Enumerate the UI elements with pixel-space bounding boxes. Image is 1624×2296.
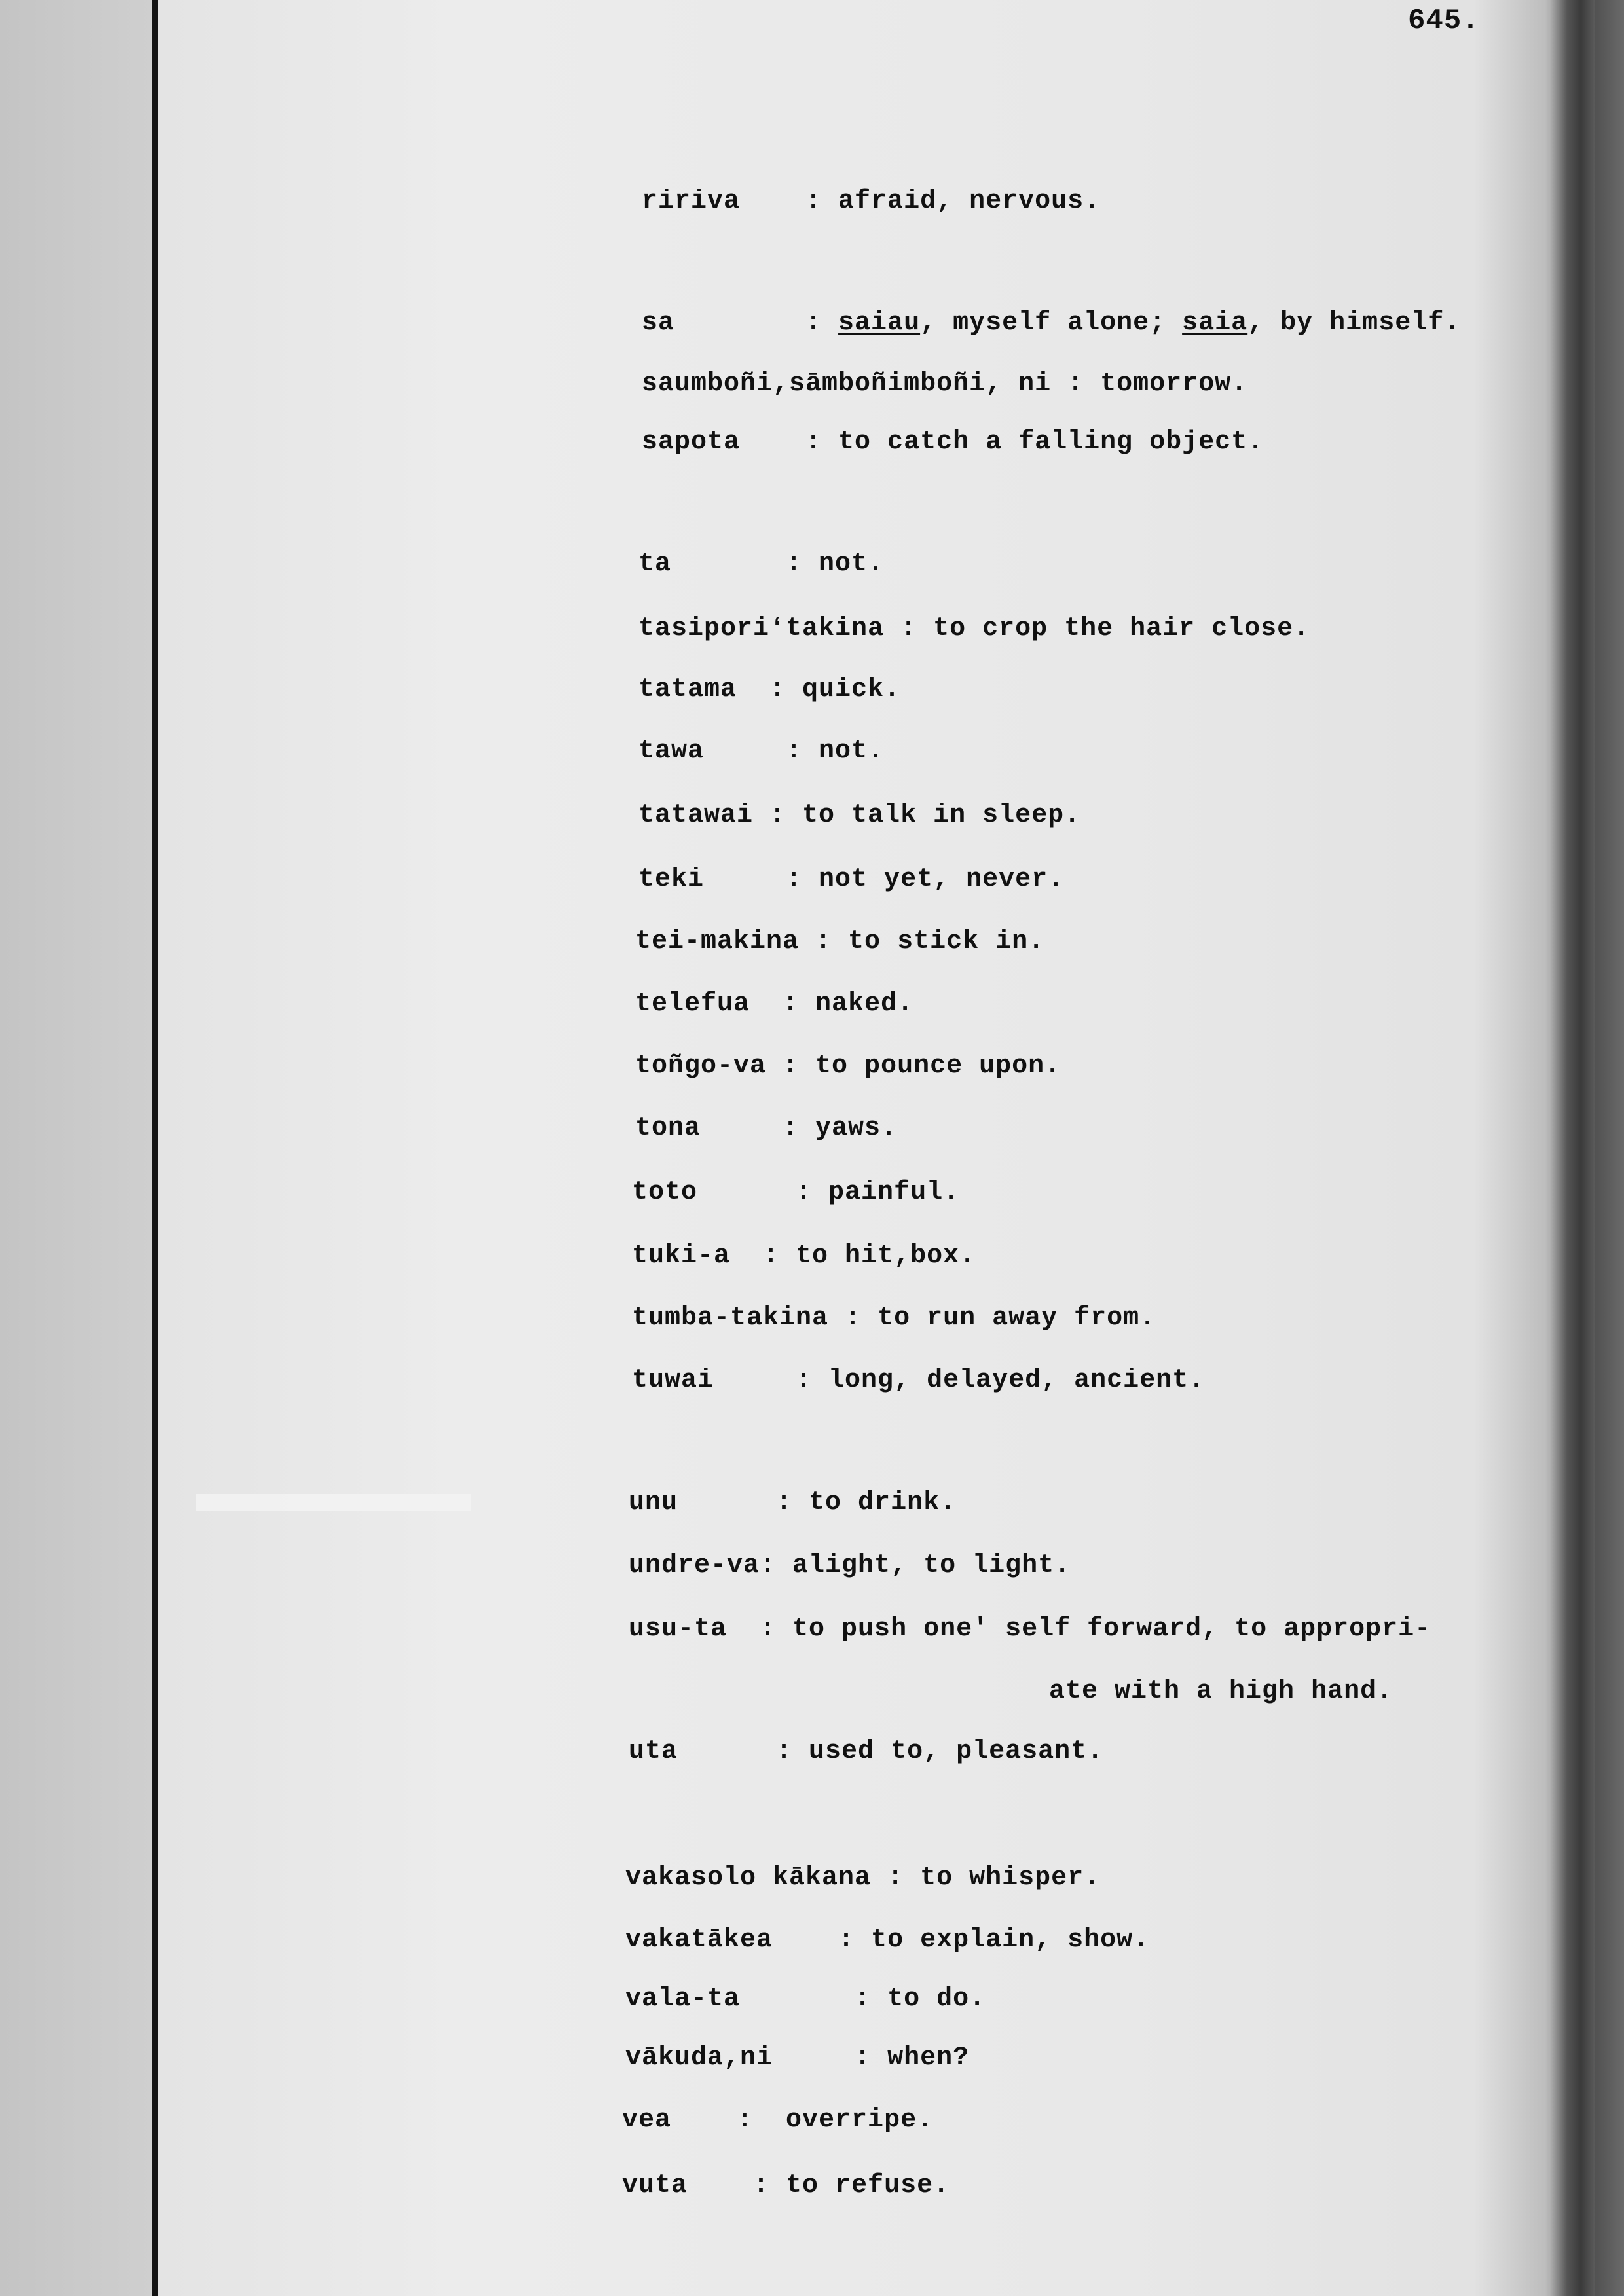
entry-telefua: telefua : naked. (635, 989, 914, 1019)
entry-vakasolo-kakana: vakasolo kākana : to whisper. (625, 1863, 1101, 1893)
entry-teki: teki : not yet, never. (638, 865, 1065, 894)
entry-tuki-a: tuki-a : to hit,box. (632, 1241, 976, 1271)
entry-vea: vea : overripe. (622, 2105, 934, 2135)
entry-sa-head: sa : (642, 308, 839, 338)
entry-tei-makina: tei-makina : to stick in. (635, 927, 1045, 957)
entry-toto: toto : painful. (632, 1178, 960, 1207)
entry-vala-ta: vala-ta : to do. (625, 1984, 986, 2014)
entry-tatawai: tatawai : to talk in sleep. (638, 801, 1081, 830)
underlined-saia: saia (1182, 308, 1248, 338)
entry-tatama: tatama : quick. (638, 675, 901, 704)
entry-vuta: vuta : to refuse. (622, 2171, 950, 2200)
page-number: 645. (1408, 5, 1480, 37)
entry-usu-ta-continued: ate with a high hand. (1049, 1677, 1393, 1706)
entry-tona: tona : yaws. (635, 1114, 898, 1143)
entry-vakatakea: vakatākea : to explain, show. (625, 1925, 1150, 1955)
entry-undre-va: undre-va: alight, to light. (629, 1551, 1071, 1580)
entry-unu: unu : to drink. (629, 1488, 957, 1518)
entry-ririva: ririva : afraid, nervous. (642, 187, 1101, 216)
entry-vakuda-ni: vākuda,ni : when? (625, 2043, 970, 2073)
entry-ta: ta : not. (638, 549, 885, 579)
entry-sa-tail: , by himself. (1247, 308, 1461, 338)
entry-usu-ta: usu-ta : to push one' self forward, to appropri- (629, 1614, 1431, 1644)
entry-tasipori-takina: tasiporiʻtakina : to crop the hair close. (638, 614, 1310, 644)
underlined-saiau: saiau (838, 308, 921, 338)
entry-saumboni: saumboñi,sāmboñimboñi, ni : tomorrow. (642, 369, 1248, 399)
entry-tongo-va: toñgo-va : to pounce upon. (635, 1051, 1061, 1081)
entry-sa (642, 308, 1460, 339)
entry-sapota: sapota : to catch a falling object. (642, 428, 1264, 457)
entry-sa-middle: , myself alone; (920, 308, 1183, 338)
paper-mark (196, 1494, 471, 1511)
entry-tuwai: tuwai : long, delayed, ancient. (632, 1366, 1206, 1395)
entry-tawa: tawa : not. (638, 737, 885, 766)
page-binding-edge (1549, 0, 1595, 2296)
entry-uta: uta : used to, pleasant. (629, 1737, 1104, 1766)
entry-tumba-takina: tumba-takina : to run away from. (632, 1303, 1156, 1333)
margin-rule (152, 0, 158, 2296)
